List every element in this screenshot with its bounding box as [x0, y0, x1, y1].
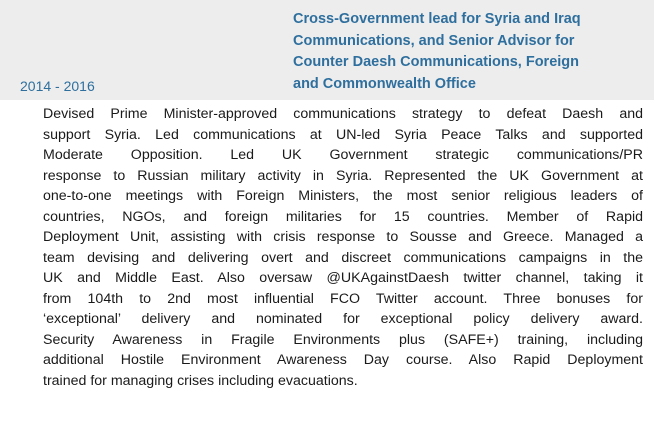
description-line: support Syria. Led communications at UN-led Syria Peace Talks and supported	[43, 126, 643, 143]
role-description	[43, 104, 643, 391]
description-line: Moderate Opposition. Led UK Government strategic communications/PR	[43, 147, 643, 163]
description-line: Devised Prime Minister-approved communications strategy to defeat Daesh and	[43, 106, 643, 122]
role-title-line: Cross-Government lead for Syria and Iraq	[293, 11, 581, 27]
description-line: team devising and delivering overt and discreet communications campaigns in the	[43, 249, 643, 266]
role-title	[293, 9, 638, 95]
description-line: trained for managing crises including evacuations.	[43, 372, 358, 389]
description-line: from 104th to 2nd most influential FCO Twitter account. Three bonuses for	[43, 290, 643, 307]
description-line: UK and Middle East. Also oversaw @UKAgainstDaesh twitter channel, taking it	[43, 270, 643, 286]
description-line: ‘exceptional’ delivery and nominated for exceptional policy delivery award.	[43, 311, 643, 327]
role-title-line: Communications, and Senior Advisor for	[293, 32, 575, 49]
role-title-line: Counter Daesh Communications, Foreign	[293, 54, 579, 70]
description-line: response to Russian military activity in Syria. Represented the UK Government at	[43, 167, 643, 184]
date-range: 2014 - 2016	[20, 78, 95, 94]
role-title-line: and Commonwealth Office	[293, 75, 476, 92]
description-line: one-to-one meetings with Foreign Ministers, the most senior religious leaders of	[43, 188, 643, 204]
description-line: Deployment Unit, assisting with crisis response to Sousse and Greece. Managed a	[43, 229, 643, 245]
description-line: Security Awareness in Fragile Environments plus (SAFE+) training, including	[43, 331, 643, 348]
description-line: additional Hostile Environment Awareness Day course. Also Rapid Deployment	[43, 352, 643, 368]
description-line: countries, NGOs, and foreign militaries for 15 countries. Member of Rapid	[43, 208, 643, 225]
